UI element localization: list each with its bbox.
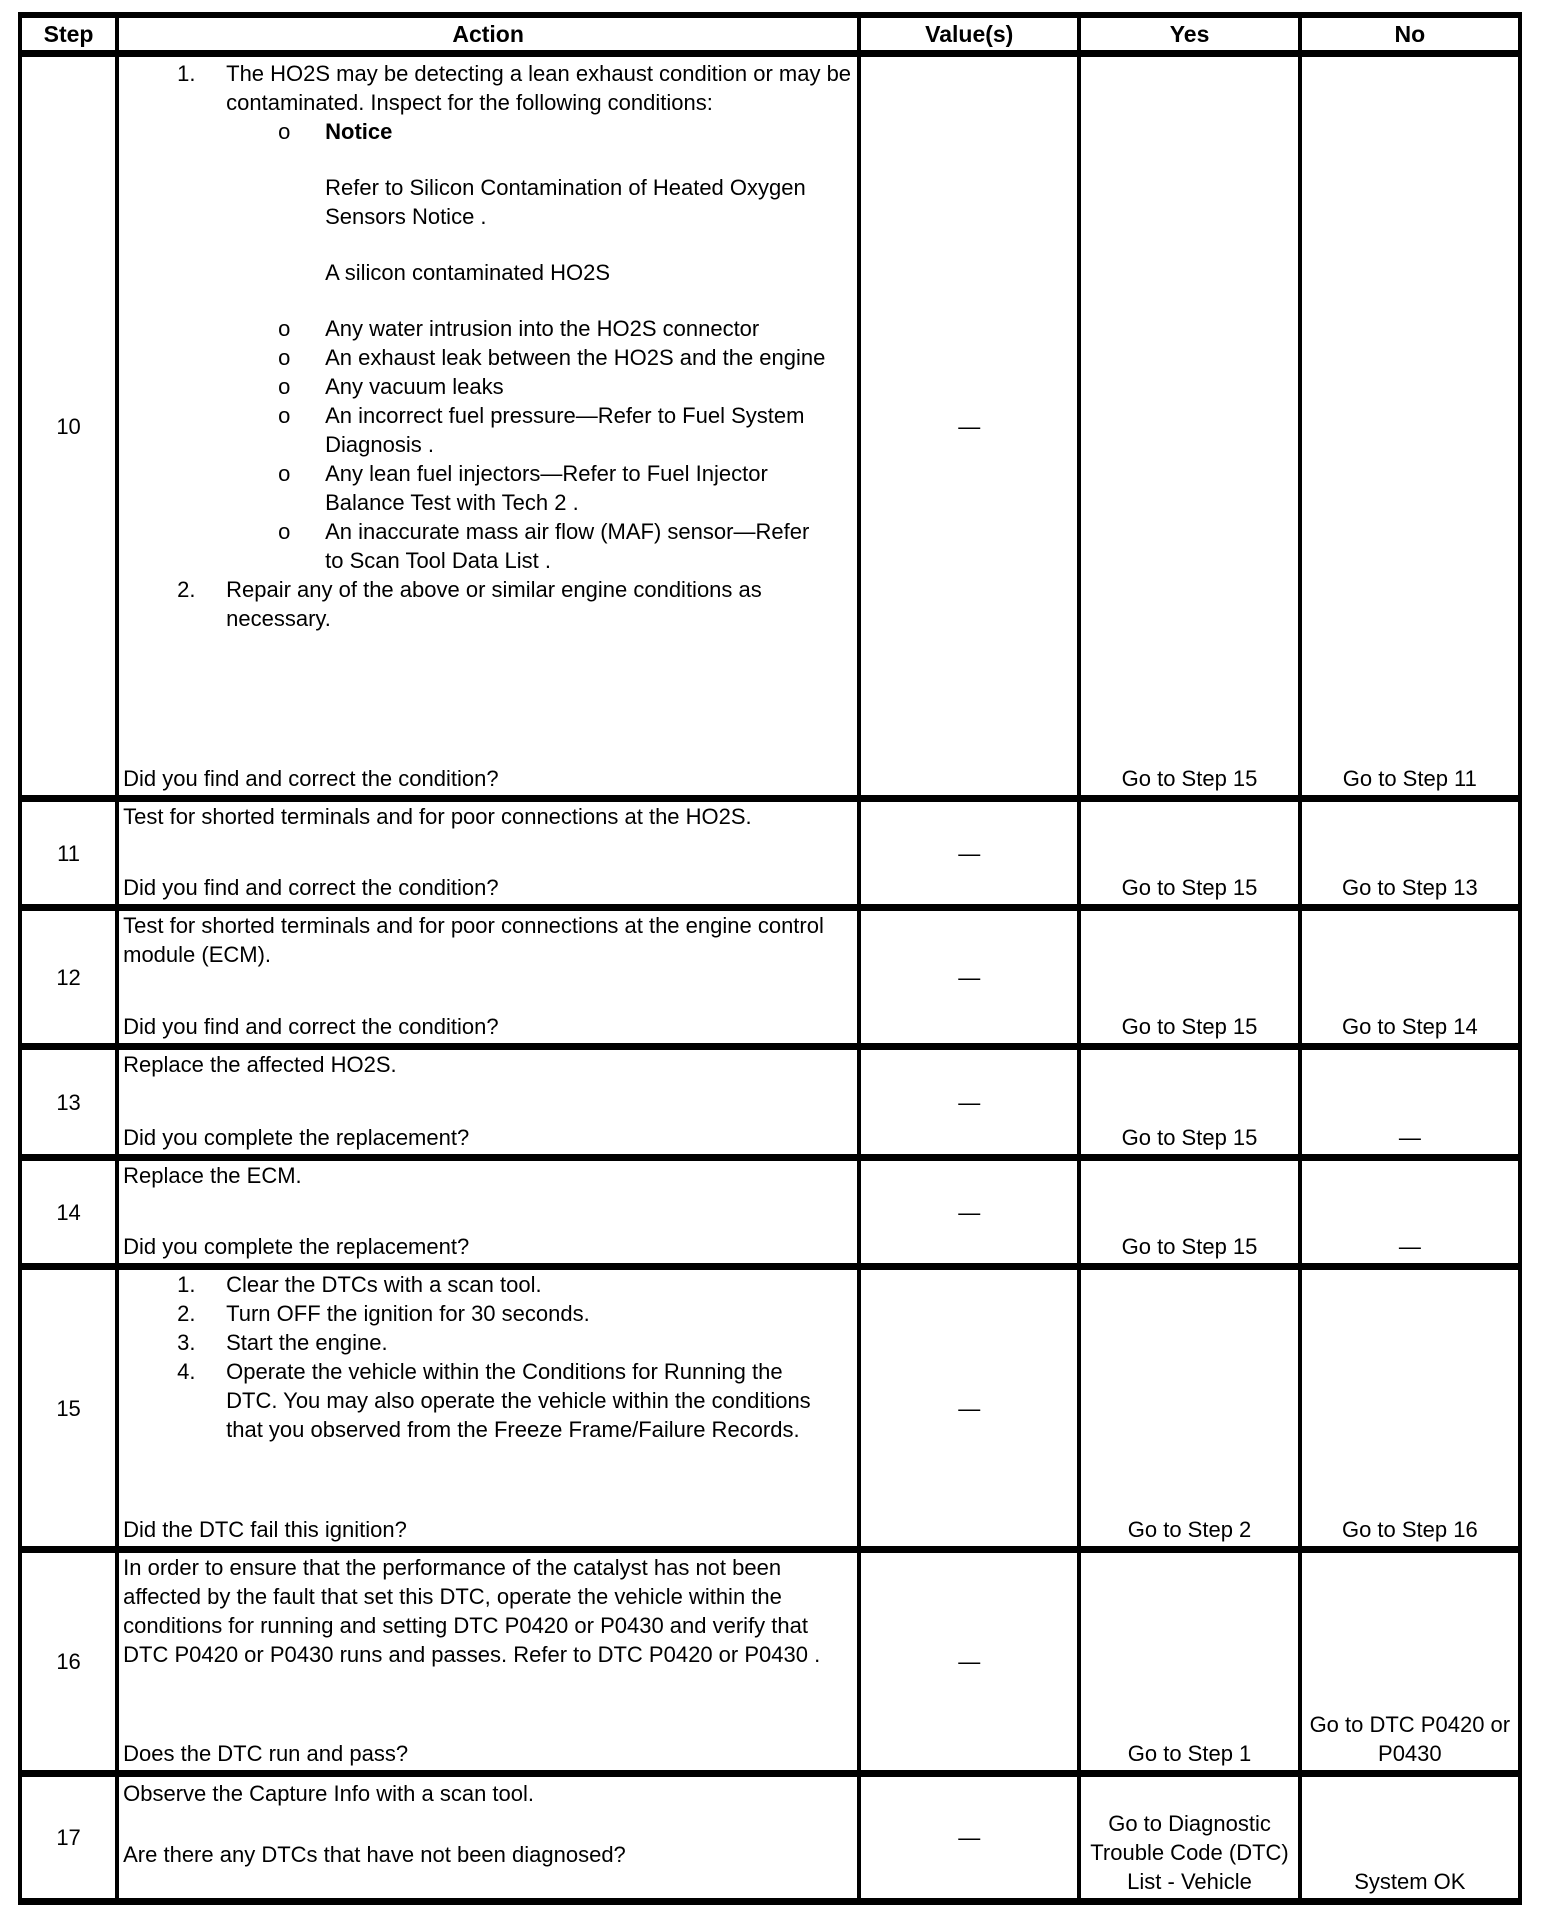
yes-link[interactable]: Go to Step 15 [1079,1158,1299,1267]
yes-link[interactable]: Go to Diagnostic Trouble Code (DTC) List - Vehicle [1079,1774,1299,1902]
action-text: Replace the ECM. [123,1163,302,1188]
list-item: An exhaust leak between the HO2S and the engine [325,345,826,370]
value-cell: — [859,1047,1079,1158]
step-number: 17 [20,1774,117,1902]
yes-link[interactable]: Go to Step 1 [1079,1550,1299,1774]
value-cell: — [859,799,1079,908]
value-cell: — [859,54,1079,799]
question: Did the DTC fail this ignition? [123,1517,407,1542]
list-item: Start the engine. [226,1330,388,1355]
action-cell [117,1774,859,1902]
list-item: Any water intrusion into the HO2S connector [325,316,760,341]
table-row-step-16 [20,1550,1520,1774]
bullet-icon: o [278,316,291,341]
no-link[interactable]: Go to Step 13 [1300,799,1520,908]
notice-title: Notice [325,119,393,144]
diagnostic-table [18,12,1522,1905]
value-cell: — [859,1158,1079,1267]
action-text: In order to ensure that the performance of the catalyst has not been affected by the fault that set this DTC, operate the vehicle within the conditions for running and setting DTC P0420 or P0430 and verify that DTC P0420 or P0430 runs and passes. Refer to DTC P0420 or P0430 . [123,1555,821,1667]
table-row-step-14 [20,1158,1520,1267]
list-item[interactable]: Any lean fuel injectors—Refer to Fuel Injector Balance Test with Tech 2 . [325,461,768,515]
table-row-step-10 [20,54,1520,799]
action-text: Test for shorted terminals and for poor connections at the HO2S. [123,804,752,829]
step-number: 10 [20,54,117,799]
action-cell [117,908,859,1047]
list-number: 1. [177,61,196,86]
list-item: Clear the DTCs with a scan tool. [226,1272,542,1297]
list-item[interactable]: An incorrect fuel pressure—Refer to Fuel System Diagnosis . [325,403,805,457]
action-cell [117,799,859,908]
question: Did you complete the replacement? [123,1234,470,1259]
bullet-icon: o [278,345,291,370]
question: Are there any DTCs that have not been diagnosed? [123,1842,626,1867]
question: Did you find and correct the condition? [123,1014,499,1039]
question: Did you find and correct the condition? [123,766,499,791]
table-row-step-13 [20,1047,1520,1158]
list-number: 3. [177,1330,196,1355]
notice-text: A silicon contaminated HO2S [325,260,611,285]
list-item: Operate the vehicle within the Conditions for Running the DTC. You may also operate the vehicle within the conditions that you observed from the Freeze Frame/Failure Records. [226,1359,811,1442]
no-link[interactable]: Go to Step 11 [1300,54,1520,799]
action-text: Observe the Capture Info with a scan tool. [123,1781,535,1806]
step-number: 12 [20,908,117,1047]
table-row-step-12 [20,908,1520,1047]
value-cell: — [859,1267,1079,1550]
list-number: 4. [177,1359,196,1384]
bullet-icon: o [278,461,291,486]
value-cell: — [859,908,1079,1047]
yes-link[interactable]: Go to Step 15 [1079,799,1299,908]
action-cell [117,1158,859,1267]
yes-link[interactable]: Go to Step 15 [1079,54,1299,799]
question: Did you complete the replacement? [123,1125,470,1150]
list-number: 1. [177,1272,196,1297]
no-link[interactable]: Go to Step 16 [1300,1267,1520,1550]
table-row-step-15 [20,1267,1520,1550]
question: Does the DTC run and pass? [123,1741,409,1766]
list-item: The HO2S may be detecting a lean exhaust condition or may be contaminated. Inspect for the following conditions: [226,61,852,115]
header-no: No [1300,15,1520,54]
yes-link[interactable]: Go to Step 15 [1079,1047,1299,1158]
header-values: Value(s) [859,15,1079,54]
list-number: 2. [177,1301,196,1326]
list-item: Repair any of the above or similar engine conditions as necessary. [226,577,762,631]
no-value: — [1300,1047,1520,1158]
list-item: Turn OFF the ignition for 30 seconds. [226,1301,590,1326]
table-row-step-17 [20,1774,1520,1902]
step-number: 14 [20,1158,117,1267]
action-text: Replace the affected HO2S. [123,1052,397,1077]
step-number: 15 [20,1267,117,1550]
list-number: 2. [177,577,196,602]
header-action: Action [117,15,859,54]
bullet-icon: o [278,119,291,144]
table-row-step-11 [20,799,1520,908]
no-value: System OK [1300,1774,1520,1902]
value-cell: — [859,1774,1079,1902]
list-item[interactable]: An inaccurate mass air flow (MAF) sensor—Refer to Scan Tool Data List . [325,519,810,573]
list-item: Any vacuum leaks [325,374,504,399]
value-cell: — [859,1550,1079,1774]
notice-reference[interactable]: Refer to Silicon Contamination of Heated Oxygen Sensors Notice . [325,175,806,229]
step-number: 16 [20,1550,117,1774]
header-yes: Yes [1079,15,1299,54]
yes-link[interactable]: Go to Step 2 [1079,1267,1299,1550]
bullet-icon: o [278,403,291,428]
no-link[interactable]: Go to DTC P0420 or P0430 [1300,1550,1520,1774]
bullet-icon: o [278,374,291,399]
action-cell [117,1550,859,1774]
bullet-icon: o [278,519,291,544]
step-number: 13 [20,1047,117,1158]
action-cell [117,1047,859,1158]
header-step: Step [20,15,117,54]
action-text: Test for shorted terminals and for poor connections at the engine control module (ECM). [123,913,824,967]
header-row [20,15,1520,54]
action-cell [117,54,859,799]
yes-link[interactable]: Go to Step 15 [1079,908,1299,1047]
action-cell [117,1267,859,1550]
no-link[interactable]: Go to Step 14 [1300,908,1520,1047]
no-value: — [1300,1158,1520,1267]
step-number: 11 [20,799,117,908]
question: Did you find and correct the condition? [123,875,499,900]
